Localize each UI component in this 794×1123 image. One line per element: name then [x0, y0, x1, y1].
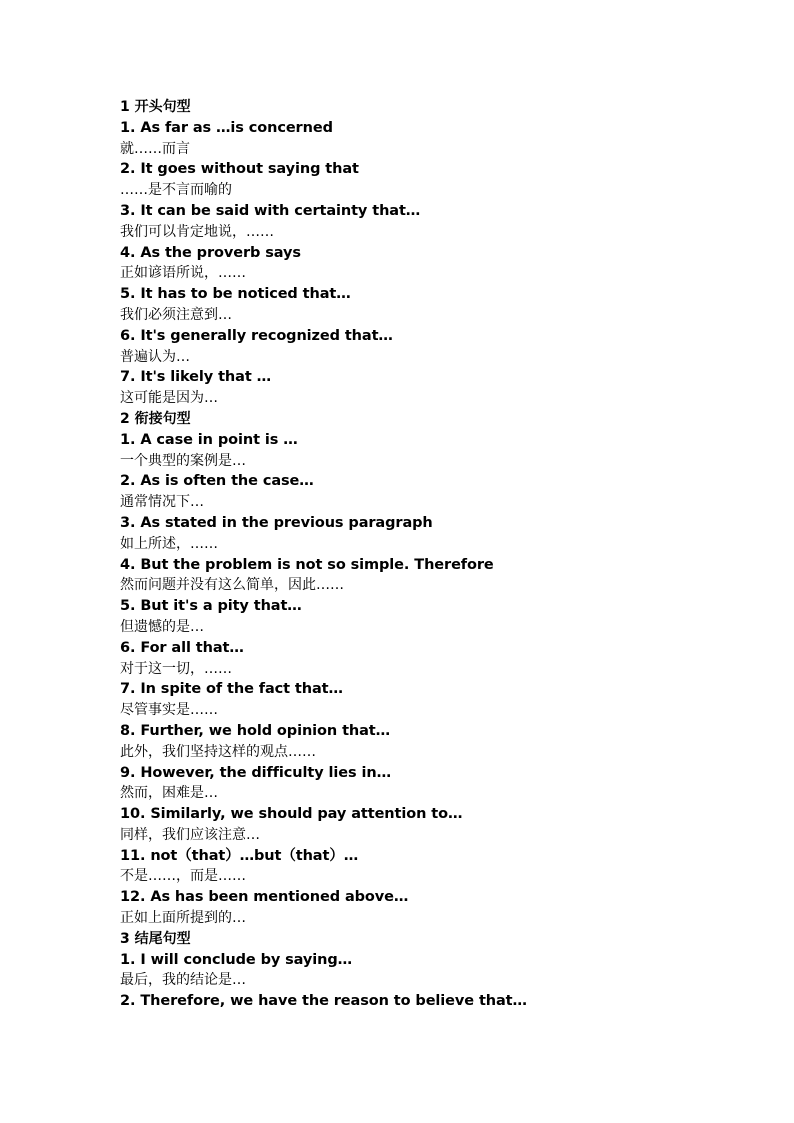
phrase-english: 1. A case in point is …: [120, 431, 298, 448]
phrase-english: 2. As is often the case…: [120, 473, 314, 490]
phrase-translation: 如上所述，……: [120, 535, 218, 552]
phrase-english: 6. It's generally recognized that…: [120, 327, 393, 344]
phrase-english: 11. not（that）…but（that）…: [120, 847, 359, 864]
phrase-english: 4. But the problem is not so simple. Therefore: [120, 556, 494, 573]
phrase-translation: 然而，困难是…: [120, 785, 218, 802]
phrase-english: 3. It can be said with certainty that…: [120, 202, 421, 219]
phrase-english: 3. As stated in the previous paragraph: [120, 514, 433, 531]
phrase-translation: 一个典型的案例是…: [120, 452, 246, 469]
phrase-english: 12. As has been mentioned above…: [120, 889, 409, 906]
phrase-translation: 这可能是因为…: [120, 390, 218, 407]
phrase-translation: 正如谚语所说，……: [120, 265, 246, 282]
phrase-translation: 就……而言: [120, 140, 190, 157]
phrase-english: 1. I will conclude by saying…: [120, 951, 353, 968]
phrase-english: 5. It has to be noticed that…: [120, 286, 351, 303]
phrase-translation: 最后，我的结论是…: [120, 972, 246, 989]
phrase-english: 2. It goes without saying that: [120, 161, 359, 178]
phrase-english: 7. In spite of the fact that…: [120, 681, 343, 698]
phrase-english: 5. But it's a pity that…: [120, 598, 302, 615]
section-title: 2 衔接句型: [120, 410, 191, 427]
phrase-translation: 对于这一切，……: [120, 660, 232, 677]
phrase-english: 7. It's likely that …: [120, 369, 272, 386]
phrase-translation: 但遗憾的是…: [120, 618, 204, 635]
document-page: [120, 97, 740, 1012]
phrase-english: 2. Therefore, we have the reason to believe that…: [120, 993, 527, 1010]
phrase-english: 8. Further, we hold opinion that…: [120, 722, 391, 739]
section-title: 3 结尾句型: [120, 930, 191, 947]
section-title: 1 开头句型: [120, 99, 191, 115]
phrase-translation: 尽管事实是……: [120, 702, 218, 719]
phrase-translation: 普遍认为…: [120, 348, 190, 365]
phrase-translation: 然而问题并没有这么简单，因此……: [120, 577, 344, 594]
phrase-translation: 不是……，而是……: [120, 868, 246, 885]
phrase-translation: 通常情况下…: [120, 494, 204, 511]
phrase-english: 9. However, the difficulty lies in…: [120, 764, 391, 781]
phrase-english: 6. For all that…: [120, 639, 244, 656]
phrase-translation: 同样，我们应该注意…: [120, 826, 260, 843]
phrase-translation: 此外，我们坚持这样的观点……: [120, 743, 316, 760]
phrase-english: 10. Similarly, we should pay attention to…: [120, 806, 463, 823]
phrase-translation: 我们必须注意到…: [120, 306, 232, 323]
phrase-english: 4. As the proverb says: [120, 244, 301, 261]
phrase-translation: 正如上面所提到的…: [120, 910, 246, 927]
phrase-translation: ……是不言而喻的: [120, 182, 232, 199]
phrase-english: 1. As far as …is concerned: [120, 119, 333, 136]
phrase-translation: 我们可以肯定地说，……: [120, 223, 274, 240]
